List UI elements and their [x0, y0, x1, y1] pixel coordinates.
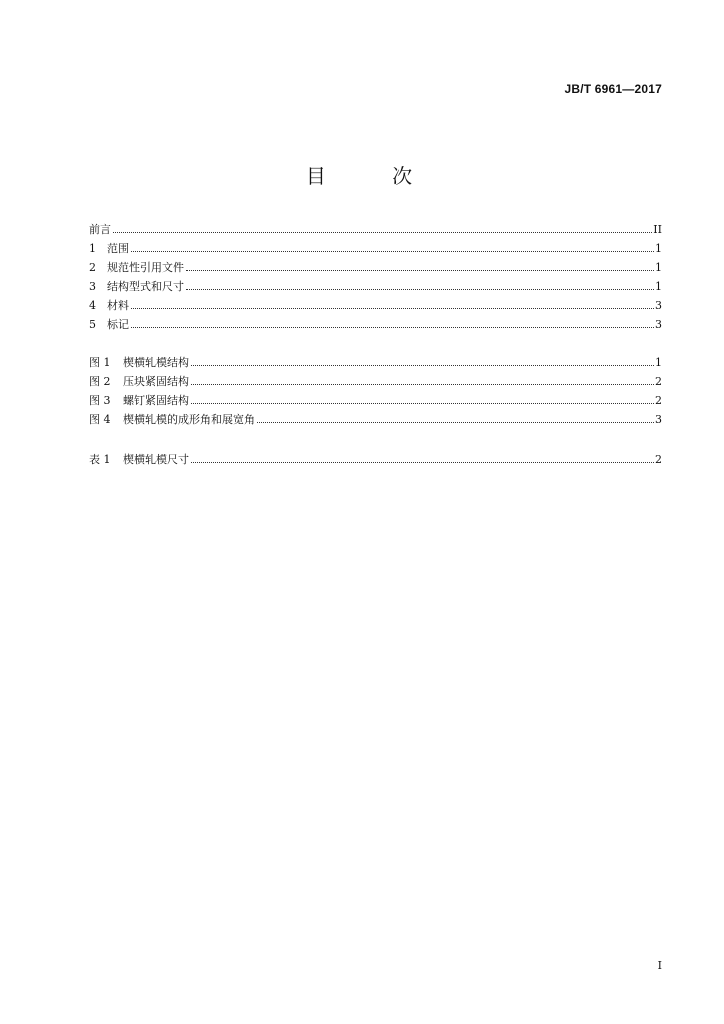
toc-entry[interactable] — [89, 258, 662, 277]
toc-entry-number: 3 — [89, 280, 96, 293]
toc-entry-label: 前言 — [89, 223, 111, 236]
dot-leader — [191, 462, 654, 463]
figure-label: 楔横轧模结构 — [123, 356, 189, 369]
toc-entry-page: 1 — [655, 261, 662, 274]
toc-entry-number: 2 — [89, 261, 96, 274]
toc-figure-entry[interactable] — [89, 372, 662, 391]
figure-number: 图 4 — [89, 413, 111, 426]
dot-leader — [131, 308, 654, 309]
page-title: 目 次 — [305, 164, 443, 188]
figure-number: 图 3 — [89, 394, 111, 407]
toc-sections — [89, 220, 662, 334]
toc-table-entry[interactable] — [89, 450, 662, 469]
table-page: 2 — [655, 453, 662, 466]
toc-entry[interactable] — [89, 315, 662, 334]
dot-leader — [131, 251, 654, 252]
toc-entry-page: II — [653, 223, 662, 236]
dot-leader — [131, 327, 654, 328]
toc-entry-label: 材料 — [107, 299, 129, 312]
toc-entry-page: 3 — [655, 299, 662, 312]
toc-figure-entry[interactable] — [89, 353, 662, 372]
table-label: 楔横轧模尺寸 — [123, 453, 189, 466]
toc-figures — [89, 353, 662, 429]
toc-entry-label: 范围 — [107, 242, 129, 255]
dot-leader — [191, 403, 654, 404]
figure-number: 图 1 — [89, 356, 111, 369]
figure-label: 压块紧固结构 — [123, 375, 189, 388]
dot-leader — [191, 365, 654, 366]
toc-entry-label: 标记 — [107, 318, 129, 331]
figure-label: 螺钉紧固结构 — [123, 394, 189, 407]
toc-entry-label: 规范性引用文件 — [107, 261, 184, 274]
toc-entry[interactable] — [89, 277, 662, 296]
toc-entry-page: 1 — [655, 242, 662, 255]
toc-tables — [89, 450, 662, 469]
dot-leader — [113, 232, 652, 233]
toc-entry[interactable] — [89, 220, 662, 239]
standard-number: JB/T 6961—2017 — [564, 82, 662, 96]
figure-page: 2 — [655, 394, 662, 407]
figure-number: 图 2 — [89, 375, 111, 388]
table-number: 表 1 — [89, 453, 111, 466]
dot-leader — [186, 270, 654, 271]
toc-entry-label: 结构型式和尺寸 — [107, 280, 184, 293]
toc-entry[interactable] — [89, 239, 662, 258]
toc-entry-page: 3 — [655, 318, 662, 331]
toc-entry-number: 1 — [89, 242, 96, 255]
figure-label: 楔横轧模的成形角和展宽角 — [123, 413, 255, 426]
toc-entry-number: 4 — [89, 299, 96, 312]
dot-leader — [186, 289, 654, 290]
figure-page: 2 — [655, 375, 662, 388]
toc-entry-number: 5 — [89, 318, 96, 331]
dot-leader — [257, 422, 654, 423]
dot-leader — [191, 384, 654, 385]
toc-entry-page: 1 — [655, 280, 662, 293]
page-number: I — [657, 959, 662, 972]
toc-entry[interactable] — [89, 296, 662, 315]
toc-figure-entry[interactable] — [89, 410, 662, 429]
toc-figure-entry[interactable] — [89, 391, 662, 410]
figure-page: 1 — [655, 356, 662, 369]
figure-page: 3 — [655, 413, 662, 426]
